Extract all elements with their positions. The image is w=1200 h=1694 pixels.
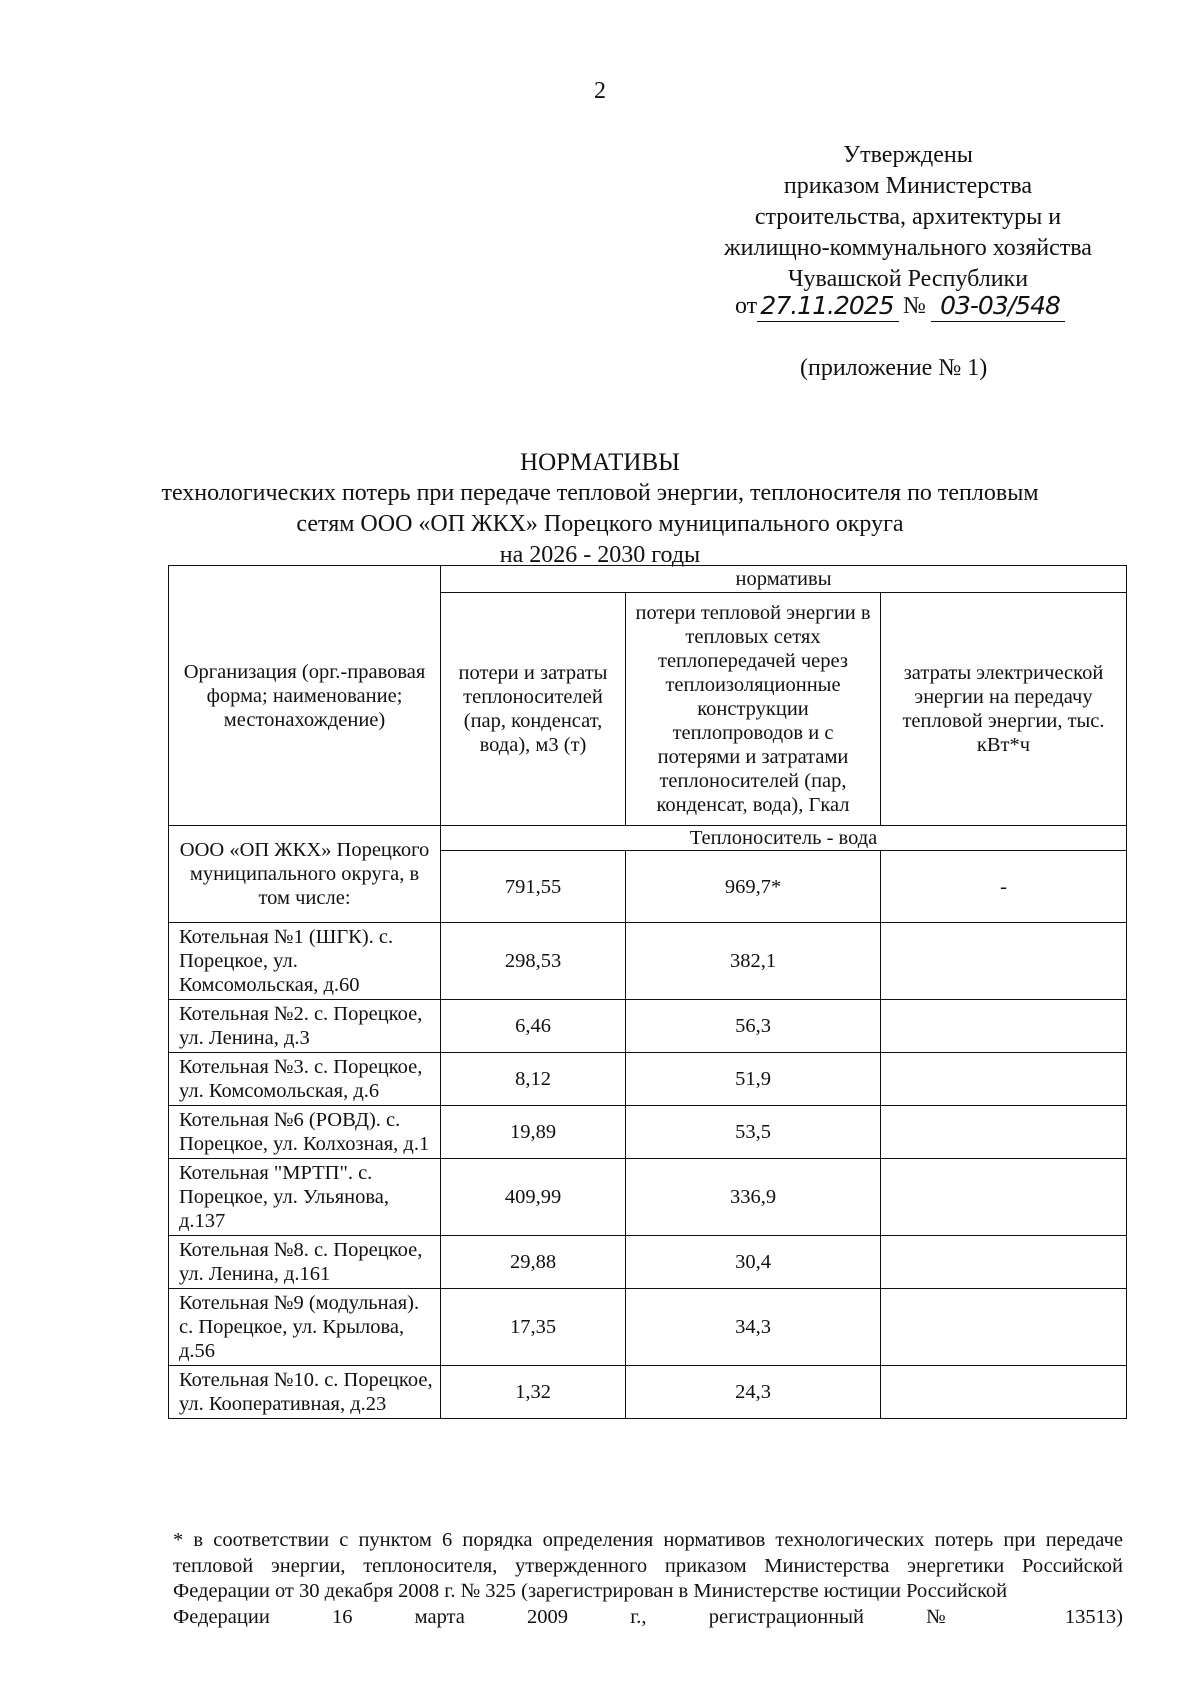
number-sign: № [903,293,926,319]
org-cell: Котельная №1 (ШГК). с. Порецкое, ул. Комсомольская, д.60 [169,923,441,1000]
heat-cell: 336,9 [626,1159,881,1236]
losses-cell: 17,35 [441,1289,626,1366]
approval-line: жилищно-коммунального хозяйства [724,235,1092,261]
table-row-main [169,826,1127,851]
org-cell: Котельная №2. с. Порецкое, ул. Ленина, д.3 [169,1000,441,1053]
table-row [169,923,1127,1000]
footnote [173,1528,1123,1630]
losses-cell: 8,12 [441,1053,626,1106]
org-cell: Котельная №10. с. Порецкое, ул. Кооперативная, д.23 [169,1366,441,1419]
heat-cell: 56,3 [626,1000,881,1053]
electricity-column-header: затраты электрической энергии на передачу тепловой энергии, тыс. кВт*ч [881,593,1127,826]
footnote-text: * в соответствии с пунктом 6 порядка определения нормативов технологических потерь при передаче тепловой энергии, теплоносителя, утвержденного приказом Министерства энергетики Российской Федерации от 30 декабря 2008 г. № 325 (зарегистрирован в Министерстве юстиции Российской [173,1529,1123,1602]
heat-cell: 382,1 [626,923,881,1000]
electricity-cell [881,1366,1127,1419]
org-column-header: Организация (орг.-правовая форма; наименование; местонахождение) [169,566,441,826]
approval-line: приказом Министерства [783,173,1033,199]
electricity-cell [881,1289,1127,1366]
date-underline [757,321,899,322]
heat-column-header: потери тепловой энергии в тепловых сетях теплопередачей через теплоизоляционные конструкции теплопроводов и с потерями и затратами теплоносителей (пар, конденсат, вода), Гкал [626,593,881,826]
heat-cell: 34,3 [626,1289,881,1366]
losses-cell: 1,32 [441,1366,626,1419]
losses-cell: 19,89 [441,1106,626,1159]
number-underline [931,321,1065,322]
page-number: 2 [594,78,606,104]
title-line: технологических потерь при передаче тепловой энергии, теплоносителя по тепловым [161,480,1039,506]
main-heat-cell: 969,7* [626,851,881,923]
main-org-cell: ООО «ОП ЖКХ» Порецкого муниципального округа, в том числе: [169,826,441,923]
electricity-cell [881,923,1127,1000]
order-date: 27.11.2025 [760,291,894,320]
electricity-cell [881,1106,1127,1159]
org-cell: Котельная №9 (модульная). с. Порецкое, ул. Крылова, д.56 [169,1289,441,1366]
main-electricity-cell: - [881,851,1127,923]
table-row [169,1366,1127,1419]
heat-cell: 24,3 [626,1366,881,1419]
document-title [0,447,1200,571]
title-line: сетям ООО «ОП ЖКХ» Порецкого муниципального округа [296,511,904,537]
heat-cell: 51,9 [626,1053,881,1106]
electricity-cell [881,1159,1127,1236]
footnote-last-line: Федерации 16 марта 2009 г., регистрационный № 13513) [173,1605,1123,1628]
coolant-subheader: Теплоноситель - вода [441,826,1127,851]
norms-group-header: нормативы [441,566,1127,593]
electricity-cell [881,1053,1127,1106]
table-row [169,1000,1127,1053]
norms-table [168,565,1127,1419]
losses-cell: 298,53 [441,923,626,1000]
main-losses-cell: 791,55 [441,851,626,923]
heat-cell: 30,4 [626,1236,881,1289]
losses-cell: 409,99 [441,1159,626,1236]
table-row [169,1053,1127,1106]
org-cell: Котельная №8. с. Порецкое, ул. Ленина, д.161 [169,1236,441,1289]
appendix-label: (приложение № 1) [800,355,988,381]
electricity-cell [881,1000,1127,1053]
approval-line: Чувашской Республики [787,266,1029,292]
date-prefix: от [735,293,758,319]
org-cell: Котельная №6 (РОВД). с. Порецкое, ул. Колхозная, д.1 [169,1106,441,1159]
org-cell: Котельная "МРТП". с. Порецкое, ул. Ульянова, д.137 [169,1159,441,1236]
losses-cell: 29,88 [441,1236,626,1289]
table-header-row [169,566,1127,593]
org-cell: Котельная №3. с. Порецкое, ул. Комсомольская, д.6 [169,1053,441,1106]
electricity-cell [881,1236,1127,1289]
table-row [169,1106,1127,1159]
order-number: 03-03/548 [940,291,1060,320]
title-line: на 2026 - 2030 годы [499,542,701,568]
table-row [169,1236,1127,1289]
order-date-number [735,290,1065,324]
heat-cell: 53,5 [626,1106,881,1159]
approval-line: Утверждены [843,142,973,168]
approval-block [688,140,1128,295]
title-main: НОРМАТИВЫ [520,449,680,476]
table-row [169,1159,1127,1236]
table-row [169,1289,1127,1366]
losses-column-header: потери и затраты теплоносителей (пар, конденсат, вода), м3 (т) [441,593,626,826]
approval-line: строительства, архитектуры и [754,204,1062,230]
losses-cell: 6,46 [441,1000,626,1053]
